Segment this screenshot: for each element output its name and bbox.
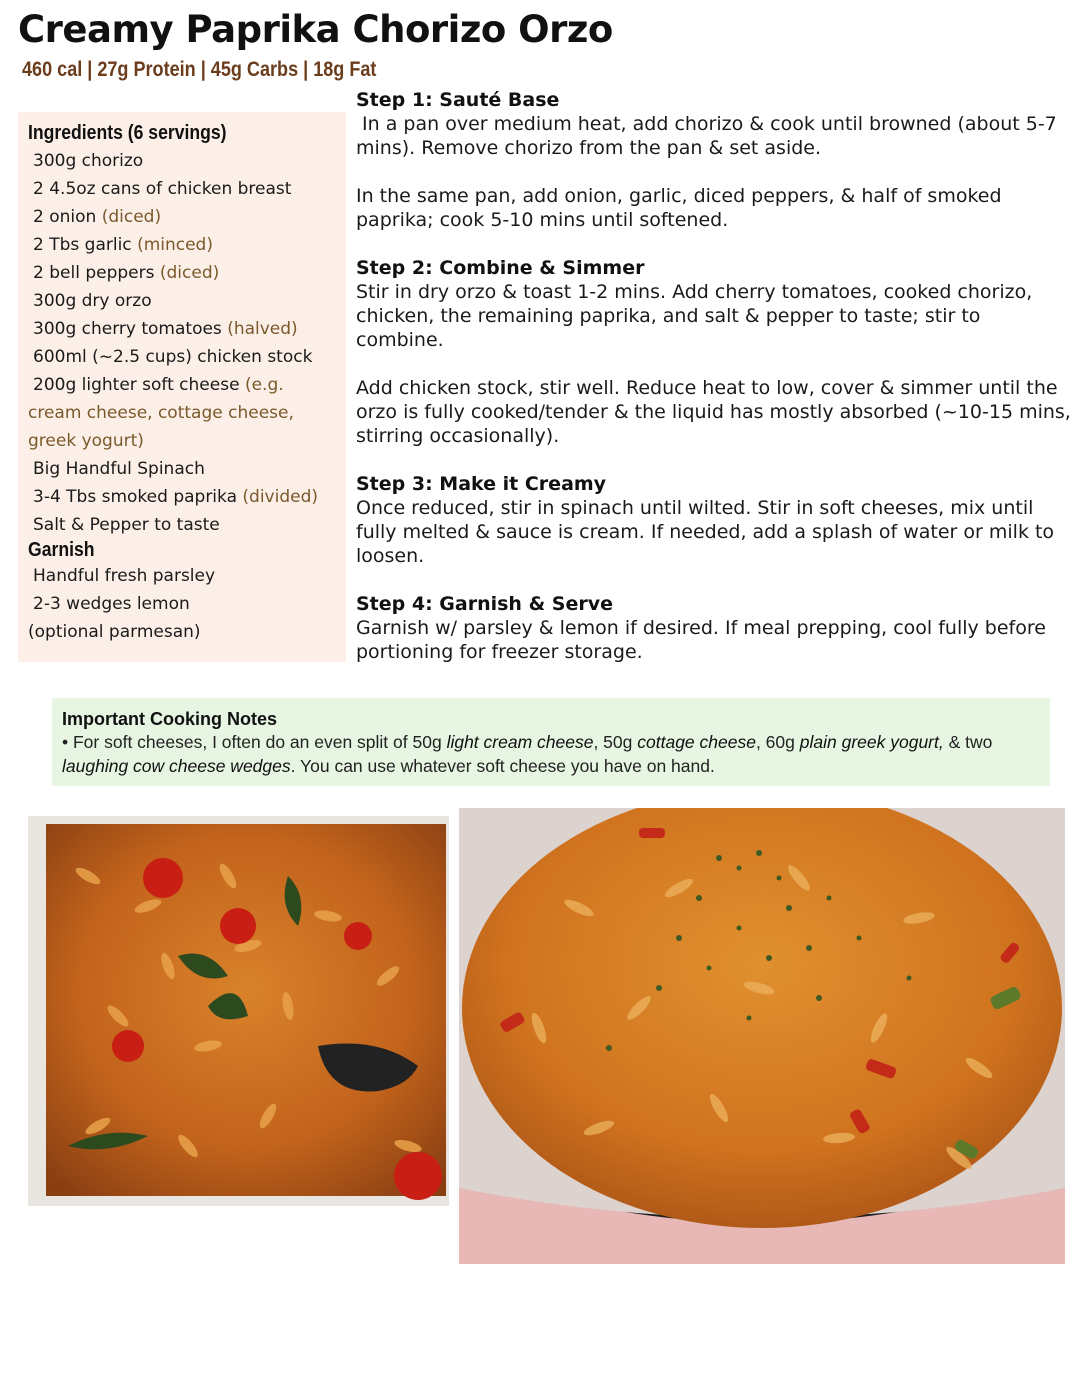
cooking-notes-box: [52, 698, 1050, 786]
list-item: 2 Tbs garlic (minced): [33, 235, 213, 255]
garnish-list: [28, 562, 346, 646]
list-item: 300g dry orzo: [33, 291, 152, 311]
steps-column: [356, 88, 1072, 688]
step-text: Add chicken stock, stir well. Reduce heat to low, cover & simmer until the orzo is fully cooked/tender & the liquid has mostly absorbed (~10-15 mins, stirring occasionally).: [356, 377, 1071, 447]
nutrition-macros: 460 cal | 27g Protein | 45g Carbs | 18g Fat: [22, 58, 377, 81]
list-item: 200g lighter soft cheese (e.g.: [33, 375, 284, 395]
step-text: Once reduced, stir in spinach until wilted. Stir in soft cheeses, mix until fully melted & sauce is cream. If needed, add a splash of water or milk to loosen.: [356, 497, 1055, 567]
list-item: Salt & Pepper to taste: [33, 515, 220, 535]
list-item: 2 4.5oz cans of chicken breast: [33, 179, 292, 199]
step-title: Step 1: Sauté Base: [356, 89, 560, 111]
step-text: Garnish w/ parsley & lemon if desired. If meal prepping, cool fully before portioning for freezer storage.: [356, 617, 1046, 663]
step-4: [356, 592, 1072, 664]
orzo-pan-photo: [459, 808, 1065, 1264]
list-item: 300g cherry tomatoes (halved): [33, 319, 298, 339]
list-item: 3-4 Tbs smoked paprika (divided): [33, 487, 319, 507]
step-text: Stir in dry orzo & toast 1-2 mins. Add cherry tomatoes, cooked chorizo, chicken, the remaining paprika, and salt & pepper to taste; stir to combine.: [356, 281, 1033, 351]
list-item: 2 onion (diced): [33, 207, 162, 227]
list-item: 2 bell peppers (diced): [33, 263, 220, 283]
step-title: Step 4: Garnish & Serve: [356, 593, 613, 615]
ingredients-heading: Ingredients (6 servings): [28, 122, 227, 144]
list-item: 300g chorizo: [33, 151, 144, 171]
food-photo-illustration: [28, 816, 449, 1206]
food-photo-illustration: [459, 808, 1065, 1264]
step-2: [356, 256, 1072, 448]
cooking-notes-text: • For soft cheeses, I often do an even split of 50g light cream cheese, 50g cottage cheese, 60g plain greek yogurt, & two laughing cow cheese wedges. You can use whatever soft cheese you have on hand.: [62, 732, 993, 776]
step-title: Step 3: Make it Creamy: [356, 473, 607, 495]
garnish-heading: Garnish: [28, 539, 95, 561]
cooking-notes-title: Important Cooking Notes: [62, 709, 277, 729]
list-item: 600ml (~2.5 cups) chicken stock: [33, 347, 313, 367]
orzo-dish-photo: [28, 816, 449, 1206]
list-item: Handful fresh parsley: [33, 566, 216, 586]
list-item-continued: cream cheese, cottage cheese,: [28, 403, 294, 423]
step-3: [356, 472, 1072, 568]
step-title: Step 2: Combine & Simmer: [356, 257, 645, 279]
list-item: 2-3 wedges lemon: [33, 594, 190, 614]
list-item-continued: greek yogurt): [28, 431, 144, 451]
recipe-title: Creamy Paprika Chorizo Orzo: [18, 8, 613, 51]
step-1: [356, 88, 1072, 232]
list-item: Big Handful Spinach: [33, 459, 205, 479]
step-text: In a pan over medium heat, add chorizo & cook until browned (about 5-7 mins). Remove chorizo from the pan & set aside.: [356, 113, 1063, 159]
list-item: (optional parmesan): [28, 622, 201, 642]
step-text: In the same pan, add onion, garlic, diced peppers, & half of smoked paprika; cook 5-10 mins until softened.: [356, 185, 1002, 231]
ingredients-panel: [18, 112, 346, 662]
ingredients-list: [28, 147, 346, 539]
